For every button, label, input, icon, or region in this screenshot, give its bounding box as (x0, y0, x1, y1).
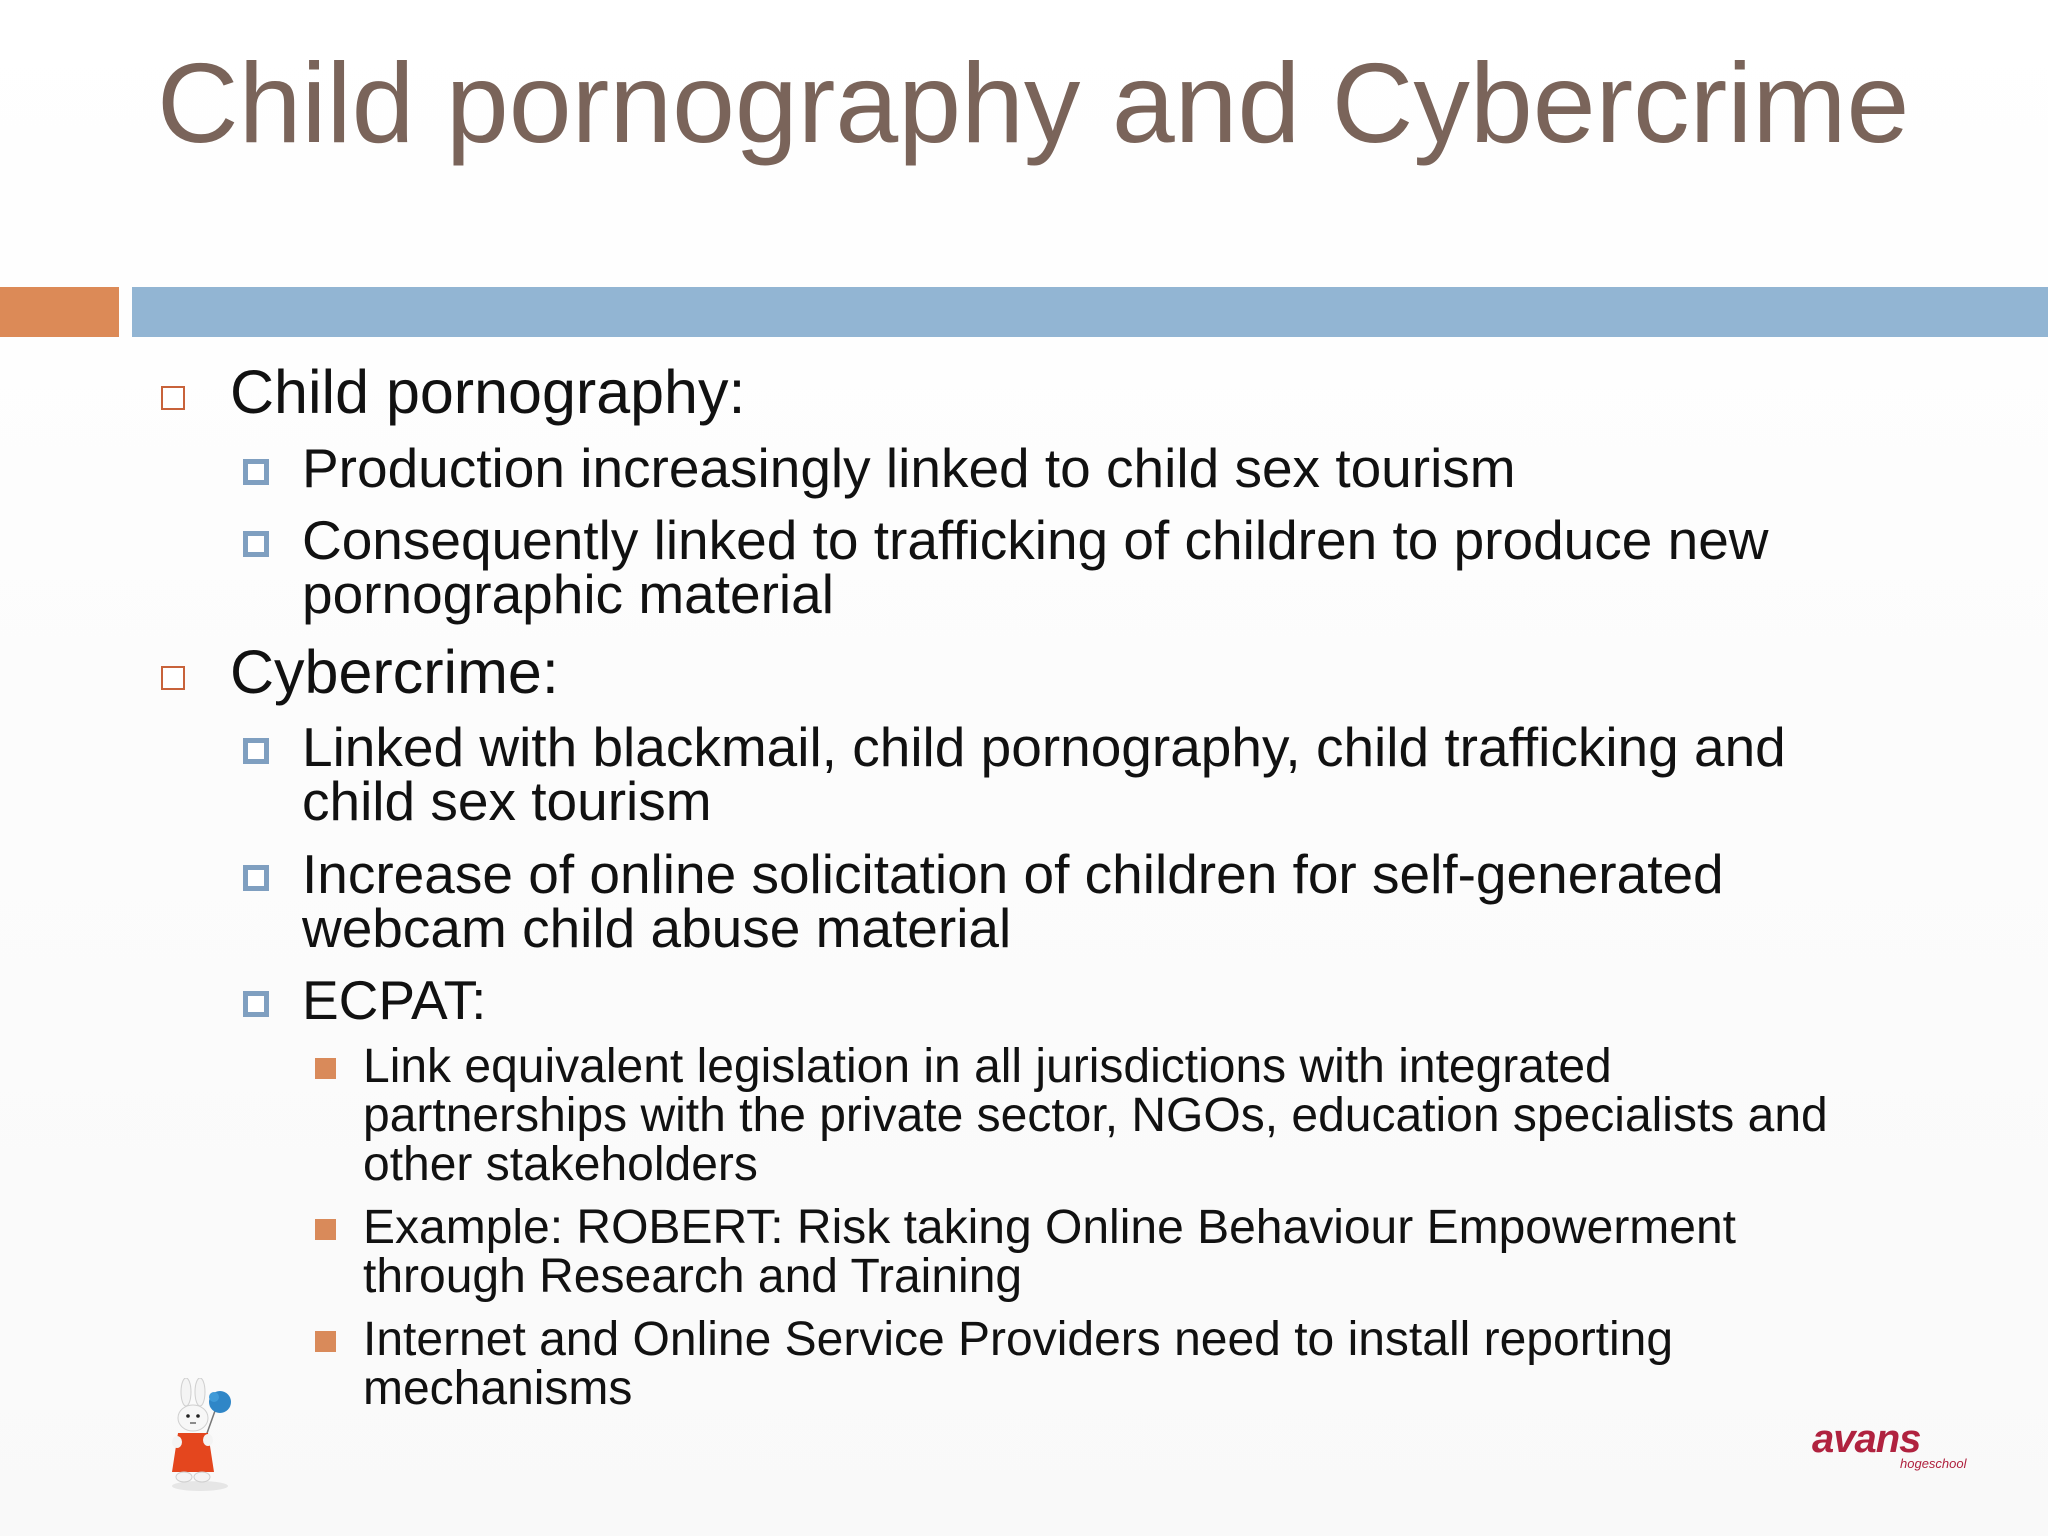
bullet-level3-continuation: partnerships with the private sector, NGOs, education specialists and (363, 1089, 1828, 1142)
bullet-level3: Link equivalent legislation in all jurisdictions with integrated (363, 1040, 1612, 1093)
bullet-square-blue-icon (243, 531, 269, 557)
bullet-level3-continuation: through Research and Training (363, 1250, 1023, 1303)
bullet-level2: Consequently linked to trafficking of children to produce new (302, 509, 1769, 571)
bullet-square-blue-icon (243, 459, 269, 485)
bullet-square-orange-icon (315, 1219, 336, 1240)
bullet-level2-continuation: child sex tourism (302, 770, 712, 832)
slide-title: Child pornography and Cybercrime (157, 40, 1910, 166)
bullet-level3: Example: ROBERT: Risk taking Online Behaviour Empowerment (363, 1201, 1737, 1254)
bullet-level2-continuation: webcam child abuse material (302, 897, 1012, 959)
avans-logo (1808, 1418, 1978, 1474)
bullet-square-orange-icon (315, 1058, 336, 1079)
bullet-square-blue-icon (243, 865, 269, 891)
rabbit-mascot-icon (150, 1378, 250, 1493)
bullet-level2: Increase of online solicitation of children for self-generated (302, 843, 1724, 905)
svg-text:avans: avans (1812, 1418, 1921, 1461)
bullet-level1: Cybercrime: (230, 638, 559, 706)
bullet-square-outline-icon (161, 666, 185, 690)
bullet-level2: ECPAT: (302, 969, 487, 1031)
bullet-square-blue-icon (243, 738, 269, 764)
bullet-square-orange-icon (315, 1331, 336, 1352)
svg-text:hogeschool: hogeschool (1900, 1456, 1967, 1471)
bullet-level2-continuation: pornographic material (302, 563, 834, 625)
bullet-level3-continuation: other stakeholders (363, 1138, 758, 1191)
bullet-square-outline-icon (161, 386, 185, 410)
bullet-square-blue-icon (243, 991, 269, 1017)
bullet-level2: Production increasingly linked to child sex tourism (302, 437, 1516, 499)
bullet-level3-continuation: mechanisms (363, 1362, 633, 1415)
bullet-level1: Child pornography: (230, 358, 746, 426)
bullet-level2: Linked with blackmail, child pornography, child trafficking and (302, 716, 1786, 778)
bullet-level3: Internet and Online Service Providers need to install reporting (363, 1313, 1674, 1366)
